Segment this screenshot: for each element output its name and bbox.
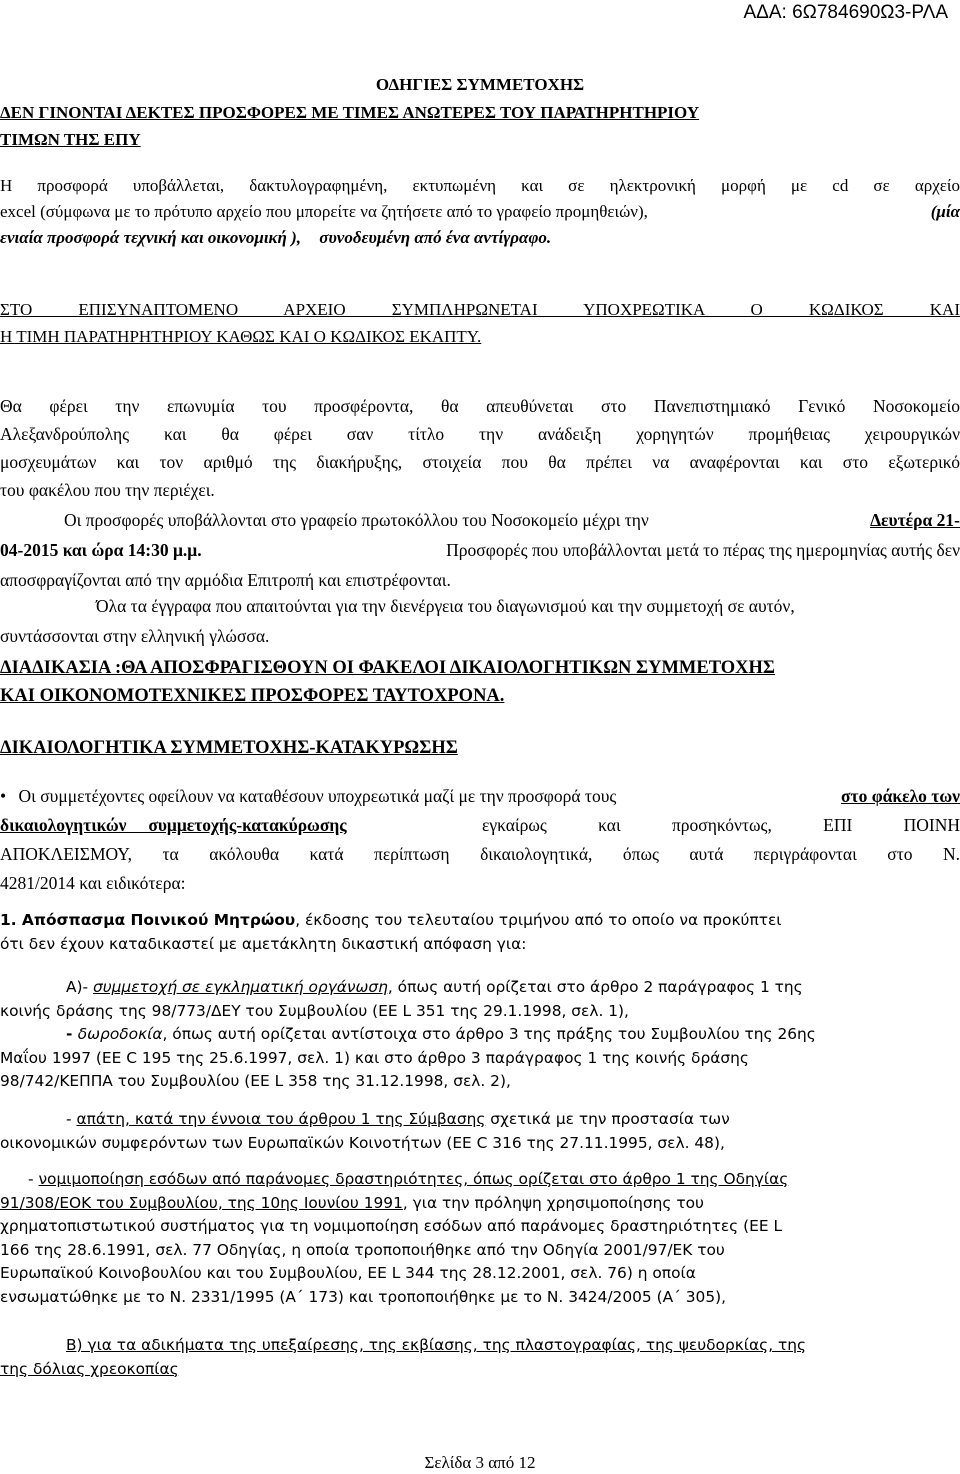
laundering-line-2 [0,1192,960,1216]
item-a-bribery: δωροδοκία [77,1025,163,1043]
procedure-line-2: ΚΑΙ ΟΙΚΟΝΟΜΟΤΕΧΝΙΚΕΣ ΠΡΟΣΦΟΡΕΣ ΤΑΥΤΟΧΡΟΝΑ. [0,686,505,706]
bullet-line-2-bold: δικαιολογητικών συμμετοχής-κατακύρωσης [0,815,347,835]
item-a-line-2: κοινής δράσης της 98/773/ΔΕΥ του Συμβουλίου (ΕΕ L 351 της 29.1.1998, σελ. 1), [0,1001,629,1020]
bullet-symbol: • [0,786,7,806]
submission-line-3-b: συνοδευμένη από ένα αντίγραφο. [319,228,552,247]
item1-line-1 [0,909,960,933]
mandatory-notice [0,298,960,348]
language-line-1: Όλα τα έγγραφα που απαιτούνται για την διενέργεια του διαγωνισμού και την συμμετοχή σε αυτόν, [96,596,795,616]
bullet-line-1 [0,784,960,808]
fraud-line-2: οικονομικών συμφερόντων των Ευρωπαϊκών Κοινοτήτων (ΕΕ C 316 της 27.11.1995, σελ. 48), [0,1133,725,1152]
deadline-date-a [870,508,960,532]
deadline-line-1 [0,508,960,532]
item-a-line-5: 98/742/ΚΕΠΠΑ του Συμβουλίου (ΕΕ L 358 της 31.12.1998, σελ. 2), [0,1072,511,1090]
laundering-dash: - [28,1170,39,1188]
fraud-title: απάτη, κατά την έννοια του άρθρου 1 της Σύμβασης [76,1110,486,1128]
item1-title: 1. Απόσπασμα Ποινικού Μητρώου [0,911,296,929]
instructions-title: ΟΔΗΓΙΕΣ ΣΥΜΜΕΤΟΧΗΣ [375,75,585,94]
deadline-line-2 [0,538,960,562]
criminal-record-item [0,909,960,956]
item-b [0,1334,960,1381]
submission-line-3-a: ενιαία προσφορά τεχνική και οικονομική ), [0,228,302,247]
language-paragraph [0,594,960,648]
item-a-line-4: Μαΐου 1997 (ΕΕ C 195 της 25.6.1997, σελ. 1) και στο άρθρο 3 παράγραφος 1 της κοινής δράσης [0,1048,749,1067]
deadline-line-1-text: Οι προσφορές υποβάλλονται στο γραφείο πρωτοκόλλου του Νοσοκομείο μέχρι την [64,510,649,530]
laundering-directive: 91/308/ΕΟΚ του Συμβουλίου, της 10ης Ιουνίου 1991 [0,1193,403,1212]
item-a-line-1 [0,976,960,1000]
bullet-line-1-text: Οι συμμετέχοντες οφείλουν να καταθέσουν υποχρεωτικά μαζί με την προσφορά τους [18,786,617,806]
item1-line-2: ότι δεν έχουν καταδικαστεί με αμετάκλητη δικαστική απόφαση για: [0,934,527,953]
item-a-organisation: συμμετοχή σε εγκληματική οργάνωση [92,978,388,996]
laundering-line-4: 166 της 28.6.1991, σελ. 77 Οδηγίας, η οποία τροποποιήθηκε από την Οδηγία 2001/97/ΕΚ του [0,1240,725,1259]
submission-line-3 [0,226,960,249]
fraud-dash: - [66,1110,77,1128]
deadline-date-b: 04-2015 και ώρα 14:30 μ.μ. [0,540,202,560]
page-number: Σελίδα 3 από 12 [424,1453,536,1472]
item-a [0,976,960,1094]
notice-line-1: ΣΤΟ ΕΠΙΣΥΝΑΠΤΟΜΕΝΟ ΑΡΧΕΙΟ ΣΥΜΠΛΗΡΩΝΕΤΑΙ ΥΠΟΧΡΕΩΤΙΚΑ Ο ΚΩΔΙΚΟΣ ΚΑΙ [0,300,960,319]
fraud-line-1 [0,1108,960,1132]
deadline-paragraph [0,508,960,592]
item-b-line-1: Β) για τα αδικήματα της υπεξαίρεσης, της εκβίασης, της πλαστογραφίας, της ψευδορκίας, της [66,1336,807,1354]
envelope-line-3: μοσχευμάτων και τον αριθμό της διακήρυξης, στοιχεία που θα πρέπει να αναφέρονται και στο εξωτερικό [0,452,960,472]
bullet-line-1-bold: στο φάκελο των [841,786,960,806]
item-a-line-1-text: , όπως αυτή ορίζεται στο άρθρο 2 παράγραφος 1 της [387,978,803,996]
submission-line-1: Η προσφορά υποβάλλεται, δακτυλογραφημένη, εκτυπωμένη και σε ηλεκτρονική μορφή με cd σε αρχείο [0,176,960,195]
envelope-line-2: Αλεξανδρούπολης και θα φέρει σαν τίτλο την ανάδειξη χορηγητών προμήθειας χειρουργικών [0,424,960,444]
ada-code: ΑΔΑ: 6Ω784690Ω3-ΡΛΑ [743,2,948,23]
procedure-line-1: ΔΙΑΔΙΚΑΣΙΑ :ΘΑ ΑΠΟΣΦΡΑΓΙΣΘΟΥΝ ΟΙ ΦΑΚΕΛΟΙ ΔΙΚΑΙΟΛΟΓΗΤΙΚΩΝ ΣΥΜΜΕΤΟΧΗΣ [0,658,775,678]
laundering-line-1 [0,1168,960,1192]
laundering-line-3: χρηματοπιστωτικού συστήματος για τη νομιμοποίηση εσόδων από παράνομες δραστηριότητες (ΕΕ L [0,1217,783,1235]
envelope-line-4: του φακέλου που την περιέχει. [0,480,215,500]
item1-line-1-text: , έκδοσης του τελευταίου τριμήνου από το οποίο να προκύπτει [295,911,782,929]
documents-heading: ΔΙΚΑΙΟΛΟΓΗΤΙΚΑ ΣΥΜΜΕΤΟΧΗΣ-ΚΑΤΑΚΥΡΩΣΗΣ [0,738,458,758]
submission-line-2-text: excel (σύμφωνα με το πρότυπο αρχείο που μπορείτε να ζητήσετε από το γραφείο προμηθειών), [0,202,648,221]
item-a-dash: - [66,1025,78,1043]
item-a-line-3 [0,1023,960,1047]
bullet-line-3: ΑΠΟΚΛΕΙΣΜΟΥ, τα ακόλουθα κατά περίπτωση δικαιολογητικά, όπως αυτά περιγράφονται στο Ν. [0,844,960,864]
deadline-line-3: αποσφραγίζονται από την αρμόδια Επιτροπή και επιστρέφονται. [0,570,451,590]
submission-paragraph [0,174,960,249]
procedure-heading [0,656,960,709]
item-a-line-3-text: , όπως αυτή ορίζεται αντίστοιχα στο άρθρο 3 της πράξης του Συμβουλίου της 26ης [162,1025,816,1043]
warning-line-2: ΤΙΜΩΝ ΤΗΣ ΕΠΥ [0,130,141,149]
bullet-line-2 [0,813,960,837]
envelope-line-1: Θα φέρει την επωνυμία του προσφέροντα, θα απευθύνεται στο Πανεπιστημιακό Γενικό Νοσοκομείο [0,396,960,416]
language-line-2: συντάσσονται στην ελληνική γλώσσα. [0,626,270,646]
laundering-title: νομιμοποίηση εσόδων από παράνομες δραστηριότητες, όπως ορίζεται στο άρθρο 1 της Οδηγίας [38,1170,789,1188]
laundering-line-6: ενσωματώθηκε με το Ν. 2331/1995 (Α΄ 173) και τροποποιήθηκε με το Ν. 3424/2005 (Α΄ 305), [0,1287,727,1306]
fraud-item [0,1108,960,1155]
warning-line-1: ΔΕΝ ΓΙΝΟΝΤΑΙ ΔΕΚΤΕΣ ΠΡΟΣΦΟΡΕΣ ΜΕ ΤΙΜΕΣ ΑΝΩΤΕΡΕΣ ΤΟΥ ΠΑΡΑΤΗΡΗΤΗΡΙΟΥ [0,103,700,122]
deadline-day: Δευτέρα 21- [870,510,960,530]
submission-line-2-bold: (μία [930,202,960,221]
fraud-line-1-text: σχετικά με την προστασία των [485,1110,730,1128]
bullet-line-4: 4281/2014 και ειδικότερα: [0,873,186,893]
envelope-paragraph [0,394,960,502]
bullet-paragraph [0,784,960,895]
warning-heading [0,101,960,151]
laundering-line-5: Ευρωπαϊκού Κοινοβουλίου και του Συμβουλίου, ΕΕ L 344 της 28.12.2001, σελ. 76) η οποία [0,1264,696,1282]
item-b-line-2: της δόλιας χρεοκοπίας [0,1359,179,1378]
submission-line-2 [0,200,960,223]
bullet-line-2-text: εγκαίρως και προσηκόντως, ΕΠΙ ΠΟΙΝΗ [482,815,960,835]
deadline-line-2-text: Προσφορές που υποβάλλονται μετά το πέρας της ημερομηνίας αυτής δεν [446,540,960,560]
item-a-prefix: Α)- [66,978,93,996]
notice-line-2: Η ΤΙΜΗ ΠΑΡΑΤΗΡΗΤΗΡΙΟΥ ΚΑΘΩΣ ΚΑΙ Ο ΚΩΔΙΚΟΣ ΕΚΑΠΤΥ. [0,327,482,346]
laundering-item [0,1168,960,1309]
laundering-line-2-text: , για την πρόληψη χρησιμοποίησης του [402,1193,704,1212]
